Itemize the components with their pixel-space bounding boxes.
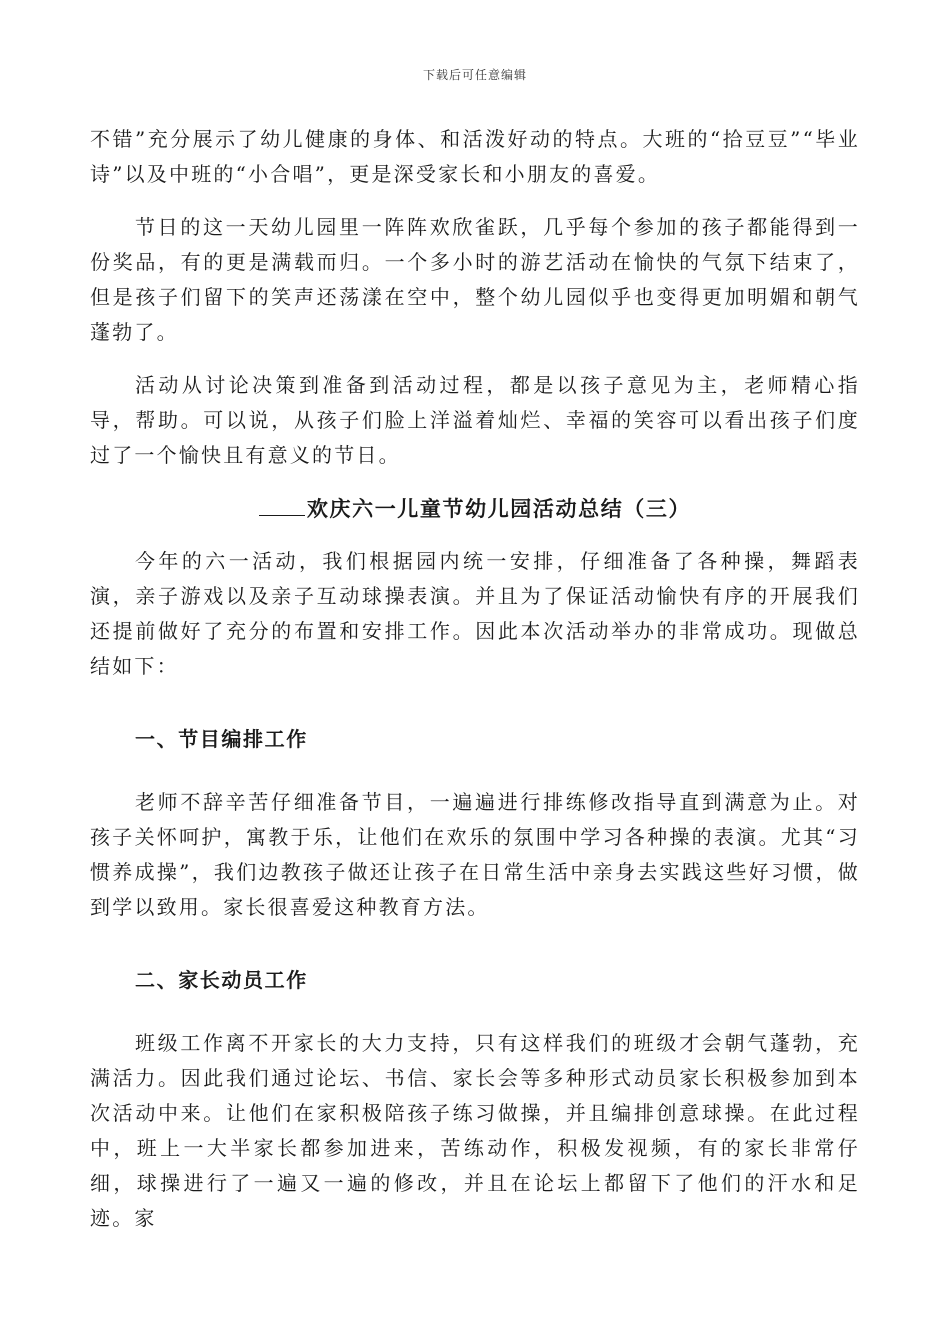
section-heading-program: 一、节目编排工作 [135, 727, 308, 751]
title-blank-line [259, 493, 305, 516]
paragraph-activity-process: 活动从讨论决策到准备到活动过程，都是以孩子意见为主，老师精心指导，帮助。可以说，从孩子们脸上洋溢着灿烂、幸福的笑容可以看出孩子们度过了一个愉快且有意义的节日。 [90, 373, 860, 467]
header-note: 下载后可任意编辑 [422, 68, 527, 82]
paragraph-program: 老师不辞辛苦仔细准备节目，一遍遍进行排练修改指导直到满意为止。对孩子关怀呵护，寓教于乐，让他们在欢乐的氛围中学习各种操的表演。尤其“习惯养成操”，我们边教孩子做还让孩子在日常生活中亲身去实践这些好习惯，做到学以致用。家长很喜爱这种教育方法。 [90, 790, 860, 919]
paragraph-intro: 今年的六一活动，我们根据园内统一安排，仔细准备了各种操，舞蹈表演，亲子游戏以及亲子互动球操表演。并且为了保证活动愉快有序的开展我们还提前做好了充分的布置和安排工作。因此本次活动举办的非常成功。现做总结如下： [90, 549, 860, 678]
section-heading-parents: 二、家长动员工作 [135, 968, 308, 992]
paragraph-parents: 班级工作离不开家长的大力支持，只有这样我们的班级才会朝气蓬勃，充满活力。因此我们通过论坛、书信、家长会等多种形式动员家长积极参加到本次活动中来。让他们在家积极陪孩子练习做操，并且编排创意球操。在此过程中，班上一大半家长都参加进来，苦练动作，积极发视频，有的家长非常仔细，球操进行了一遍又一遍的修改，并且在论坛上都留下了他们的汗水和足迹。家 [90, 1031, 860, 1230]
paragraph-continuation: 不错”充分展示了幼儿健康的身体、和活泼好动的特点。大班的“拾豆豆”“毕业诗”以及中班的“小合唱”，更是深受家长和小朋友的喜爱。 [90, 127, 860, 186]
section-title [90, 491, 860, 526]
document-body [90, 122, 860, 1236]
paragraph-festival-day: 节日的这一天幼儿园里一阵阵欢欣雀跃，几乎每个参加的孩子都能得到一份奖品，有的更是满载而归。一个多小时的游艺活动在愉快的气氛下结束了，但是孩子们留下的笑声还荡漾在空中，整个幼儿园似乎也变得更加明媚和朝气蓬勃了。 [90, 215, 860, 344]
section-title-text: 欢庆六一儿童节幼儿园活动总结（三） [306, 496, 692, 521]
